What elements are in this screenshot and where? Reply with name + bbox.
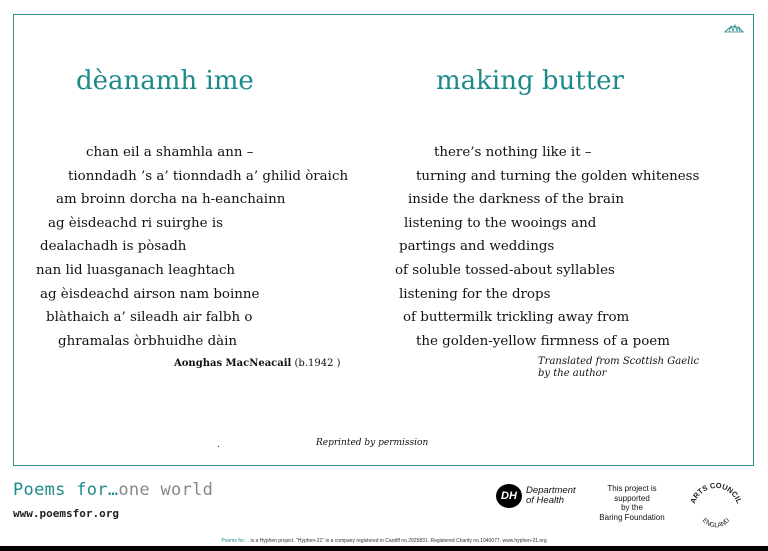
dh-text [526,486,576,506]
svg-text:ARTS COUNCIL [688,481,744,505]
author-name: Aonghas MacNeacail [174,358,292,369]
gaelic-line: ag èisdeachd ri suirghe is [48,216,223,231]
supported-by-note [590,484,674,522]
translation-credit [538,356,699,380]
gaelic-title: dèanamh ime [76,66,254,96]
note-rest: is a Hyphen project. "Hyphen-21" is a company registered in Cardiff no.2925831. Registered Charity no.1040077. www.hyphen-21.org [249,538,547,544]
supported-line: supported [614,493,650,503]
gaelic-line: ghramalas òrbhuidhe dàin [58,334,238,349]
department-of-health-logo [496,484,576,508]
bottom-bar [0,546,768,551]
english-line: turning and turning the golden whiteness [416,169,700,184]
author-credit [174,358,341,369]
arts-council-logo [686,480,746,540]
stray-dot: . [217,440,220,450]
author-years: (b.1942 ) [294,358,341,369]
supported-line: This project is [607,484,657,493]
gaelic-line: blàthaich a’ sileadh air falbh o [46,310,253,325]
series-title [13,480,213,500]
english-line: there’s nothing like it – [434,145,592,160]
english-line: of soluble tossed-about syllables [395,263,615,278]
supported-line: Baring Foundation [599,512,665,522]
registration-note [0,538,768,544]
gaelic-line: tionndadh ’s a’ tionndadh a’ ghilid òraich [68,169,349,184]
gaelic-line: ag èisdeachd airson nam boinne [40,287,260,302]
series-title-part2: one world [118,480,214,500]
arts-council-text: ARTS COUNCIL [688,480,744,505]
dh-line: Department [526,485,576,496]
english-line: listening for the drops [399,287,551,302]
series-title-part1: Poems for… [13,480,119,500]
gaelic-line: dealachadh is pòsadh [40,239,187,254]
gaelic-line: nan lid luasganach leaghtach [36,263,236,278]
english-line: partings and weddings [399,239,555,254]
corner-emblem-icon [723,19,745,39]
reprinted-note: Reprinted by permission [316,438,429,448]
arts-england-text: ENGLAND [700,517,732,530]
svg-text:ENGLAND [701,517,732,530]
dh-line: of Health [526,495,565,506]
gaelic-line: am broinn dorcha na h-eanchainn [56,192,286,207]
english-title: making butter [436,66,624,96]
gaelic-line: chan eil a shamhla ann – [86,145,254,160]
english-line: listening to the wooings and [404,216,597,231]
english-line: the golden-yellow firmness of a poem [416,334,670,349]
translation-line: by the author [538,368,607,379]
english-line: of buttermilk trickling away from [403,310,630,325]
supported-line: by the [621,503,643,512]
translation-line: Translated from Scottish Gaelic [538,356,700,367]
note-accent: Poems for… [221,538,250,544]
english-line: inside the darkness of the brain [408,192,624,207]
dh-mark-icon: DH [496,484,522,508]
series-url[interactable]: www.poemsfor.org [13,507,119,520]
